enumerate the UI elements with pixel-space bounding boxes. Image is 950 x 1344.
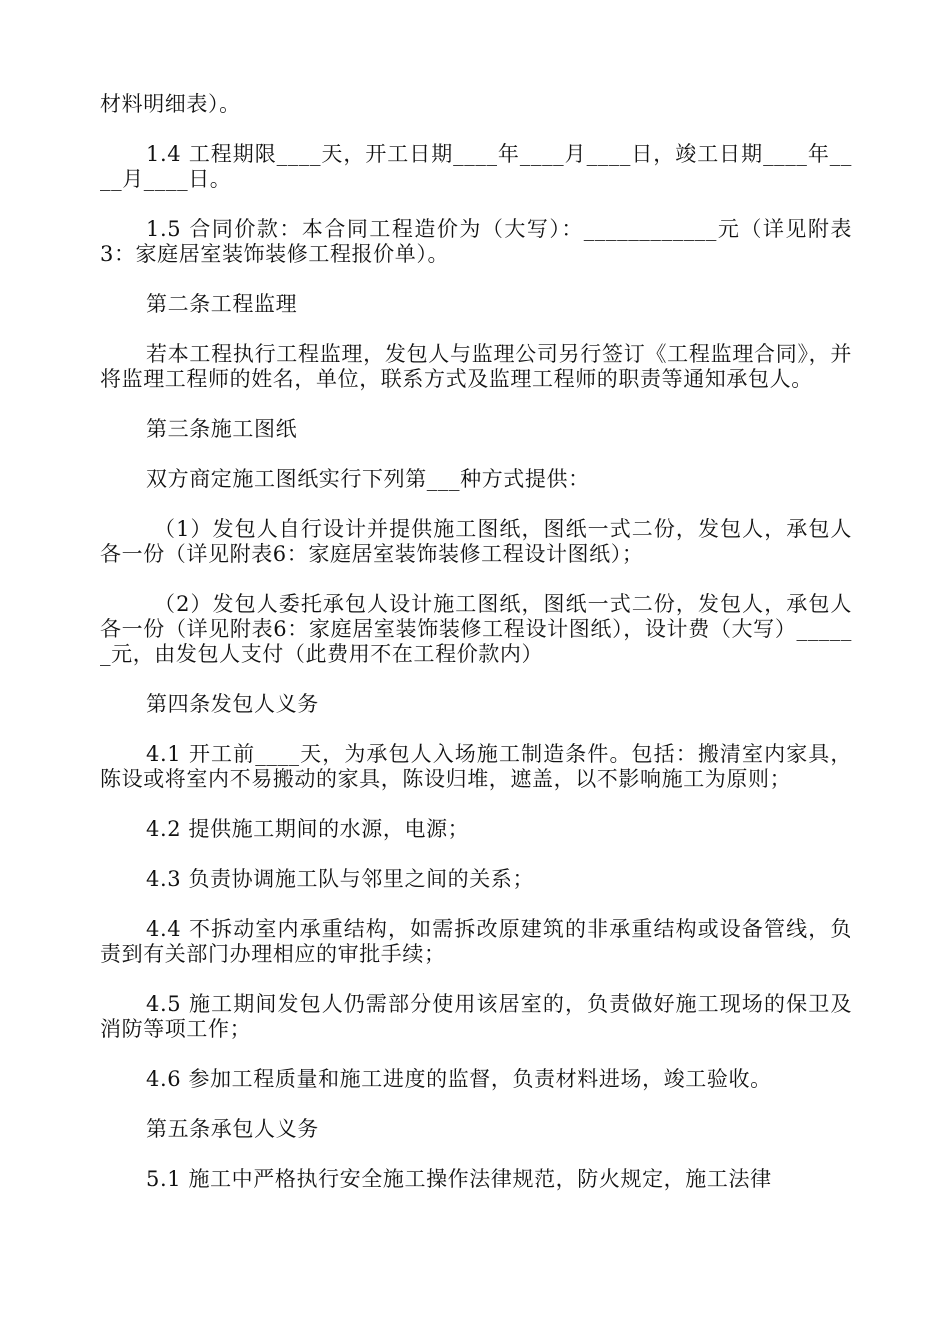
clause-5-1: 5.1 施工中严格执行安全施工操作法律规范，防火规定，施工法律 (146, 1167, 772, 1191)
clause-4-1: 4.1 开工前____天，为承包人入场施工制造条件。包括：搬清室内家具，陈设或将室内不易搬动的家具，陈设归堆，遮盖，以不影响施工为原则； (100, 742, 852, 791)
clause-4-3: 4.3 负责协调施工队与邻里之间的关系； (146, 867, 535, 891)
clause-4-5: 4.5 施工期间发包人仍需部分使用该居室的，负责做好施工现场的保卫及消防等项工作； (100, 992, 852, 1041)
paragraph-continuation: 材料明细表）。 (100, 92, 241, 116)
article-3-option-1: （1）发包人自行设计并提供施工图纸，图纸一式二份，发包人，承包人各一份（详见附表6：家庭居室装饰装修工程设计图纸）； (100, 517, 852, 566)
clause-4-2: 4.2 提供施工期间的水源，电源； (146, 817, 470, 841)
article-2-body: 若本工程执行工程监理，发包人与监理公司另行签订《工程监理合同》，并将监理工程师的姓名，单位，联系方式及监理工程师的职责等通知承包人。 (100, 342, 852, 391)
article-5-heading: 第五条承包人义务 (146, 1117, 319, 1141)
clause-1-4-duration: 1.4 工程期限____天，开工日期____年____月____日，竣工日期____年____月____日。 (100, 142, 852, 191)
document-page (100, 92, 852, 1217)
article-3-option-2: （2）发包人委托承包人设计施工图纸，图纸一式二份，发包人，承包人各一份（详见附表6：家庭居室装饰装修工程设计图纸），设计费（大写）______元，由发包人支付（此费用不在工程价款内） (100, 592, 852, 666)
article-4-heading: 第四条发包人义务 (146, 692, 319, 716)
clause-4-4: 4.4 不拆动室内承重结构，如需拆改原建筑的非承重结构或设备管线，负责到有关部门办理相应的审批手续； (100, 917, 852, 966)
clause-4-6: 4.6 参加工程质量和施工进度的监督，负责材料进场，竣工验收。 (146, 1067, 772, 1091)
article-3-heading: 第三条施工图纸 (146, 417, 298, 441)
clause-1-5-price: 1.5 合同价款：本合同工程造价为（大写）：____________元（详见附表3：家庭居室装饰装修工程报价单）。 (100, 217, 852, 266)
article-2-heading: 第二条工程监理 (146, 292, 298, 316)
article-3-intro: 双方商定施工图纸实行下列第___种方式提供： (146, 467, 590, 491)
